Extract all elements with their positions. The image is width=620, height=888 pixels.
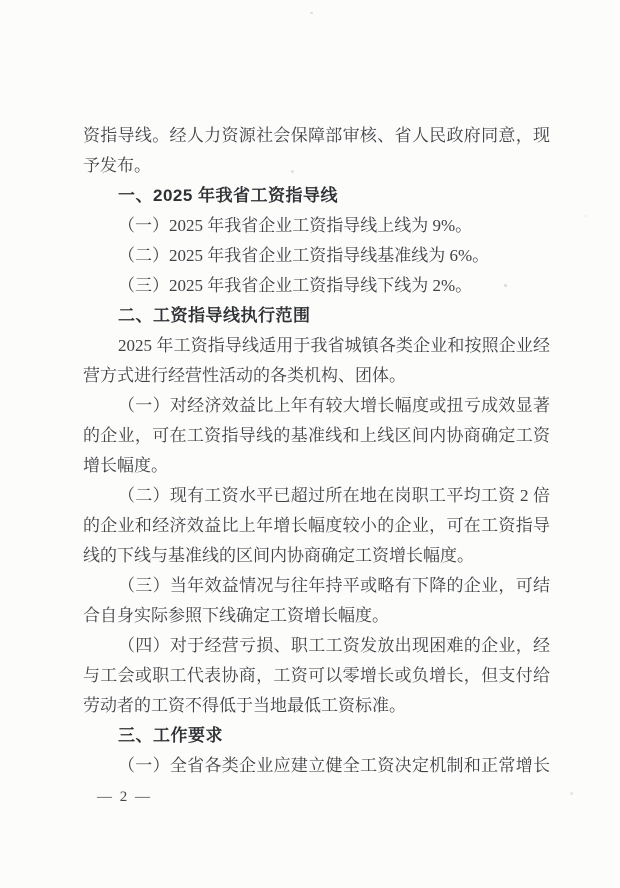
- body-line: 与工会或职工代表协商，工资可以零增长或负增长，但支付给: [83, 666, 550, 685]
- section-heading-1: 一、2025 年我省工资指导线: [118, 186, 339, 205]
- body-line: （二）现有工资水平已超过所在地在岗职工平均工资 2 倍: [118, 486, 550, 505]
- body-line: （三）当年效益情况与往年持平或略有下降的企业，可结: [118, 576, 550, 595]
- body-line: 线的下线与基准线的区间内协商确定工资增长幅度。: [83, 546, 474, 565]
- body-line: 予发布。: [83, 156, 151, 175]
- section-heading-3: 三、工作要求: [118, 726, 223, 745]
- scan-speck: [585, 215, 587, 217]
- page-number: — 2 —: [97, 789, 152, 805]
- body-line: 的企业和经济效益比上年增长幅度较小的企业，可在工资指导: [83, 516, 550, 535]
- scan-speck: [570, 792, 573, 795]
- body-line: （一）对经济效益比上年有较大增长幅度或扭亏成效显著: [118, 396, 550, 415]
- section-heading-2: 二、工资指导线执行范围: [118, 306, 311, 325]
- body-line: 增长幅度。: [83, 456, 168, 475]
- body-line-continuation: 资指导线。经人力资源社会保障部审核、省人民政府同意，现: [83, 126, 550, 145]
- body-line: （四）对于经营亏损、职工工资发放出现困难的企业，经: [118, 636, 550, 655]
- body-line: （二）2025 年我省企业工资指导线基准线为 6%。: [118, 246, 490, 265]
- body-line: （三）2025 年我省企业工资指导线下线为 2%。: [118, 276, 473, 295]
- body-line: 劳动者的工资不得低于当地最低工资标准。: [83, 696, 406, 715]
- body-line: （一）全省各类企业应建立健全工资决定机制和正常增长: [118, 756, 550, 775]
- body-line: 的企业，可在工资指导线的基准线和上线区间内协商确定工资: [83, 426, 550, 445]
- body-line: 2025 年工资指导线适用于我省城镇各类企业和按照企业经: [118, 336, 550, 355]
- body-line: （一）2025 年我省企业工资指导线上线为 9%。: [118, 216, 473, 235]
- scan-speck: [310, 12, 313, 14]
- body-line: 营方式进行经营性活动的各类机构、团体。: [83, 366, 406, 385]
- document-body: [83, 121, 550, 781]
- body-line: 合自身实际参照下线确定工资增长幅度。: [83, 606, 389, 625]
